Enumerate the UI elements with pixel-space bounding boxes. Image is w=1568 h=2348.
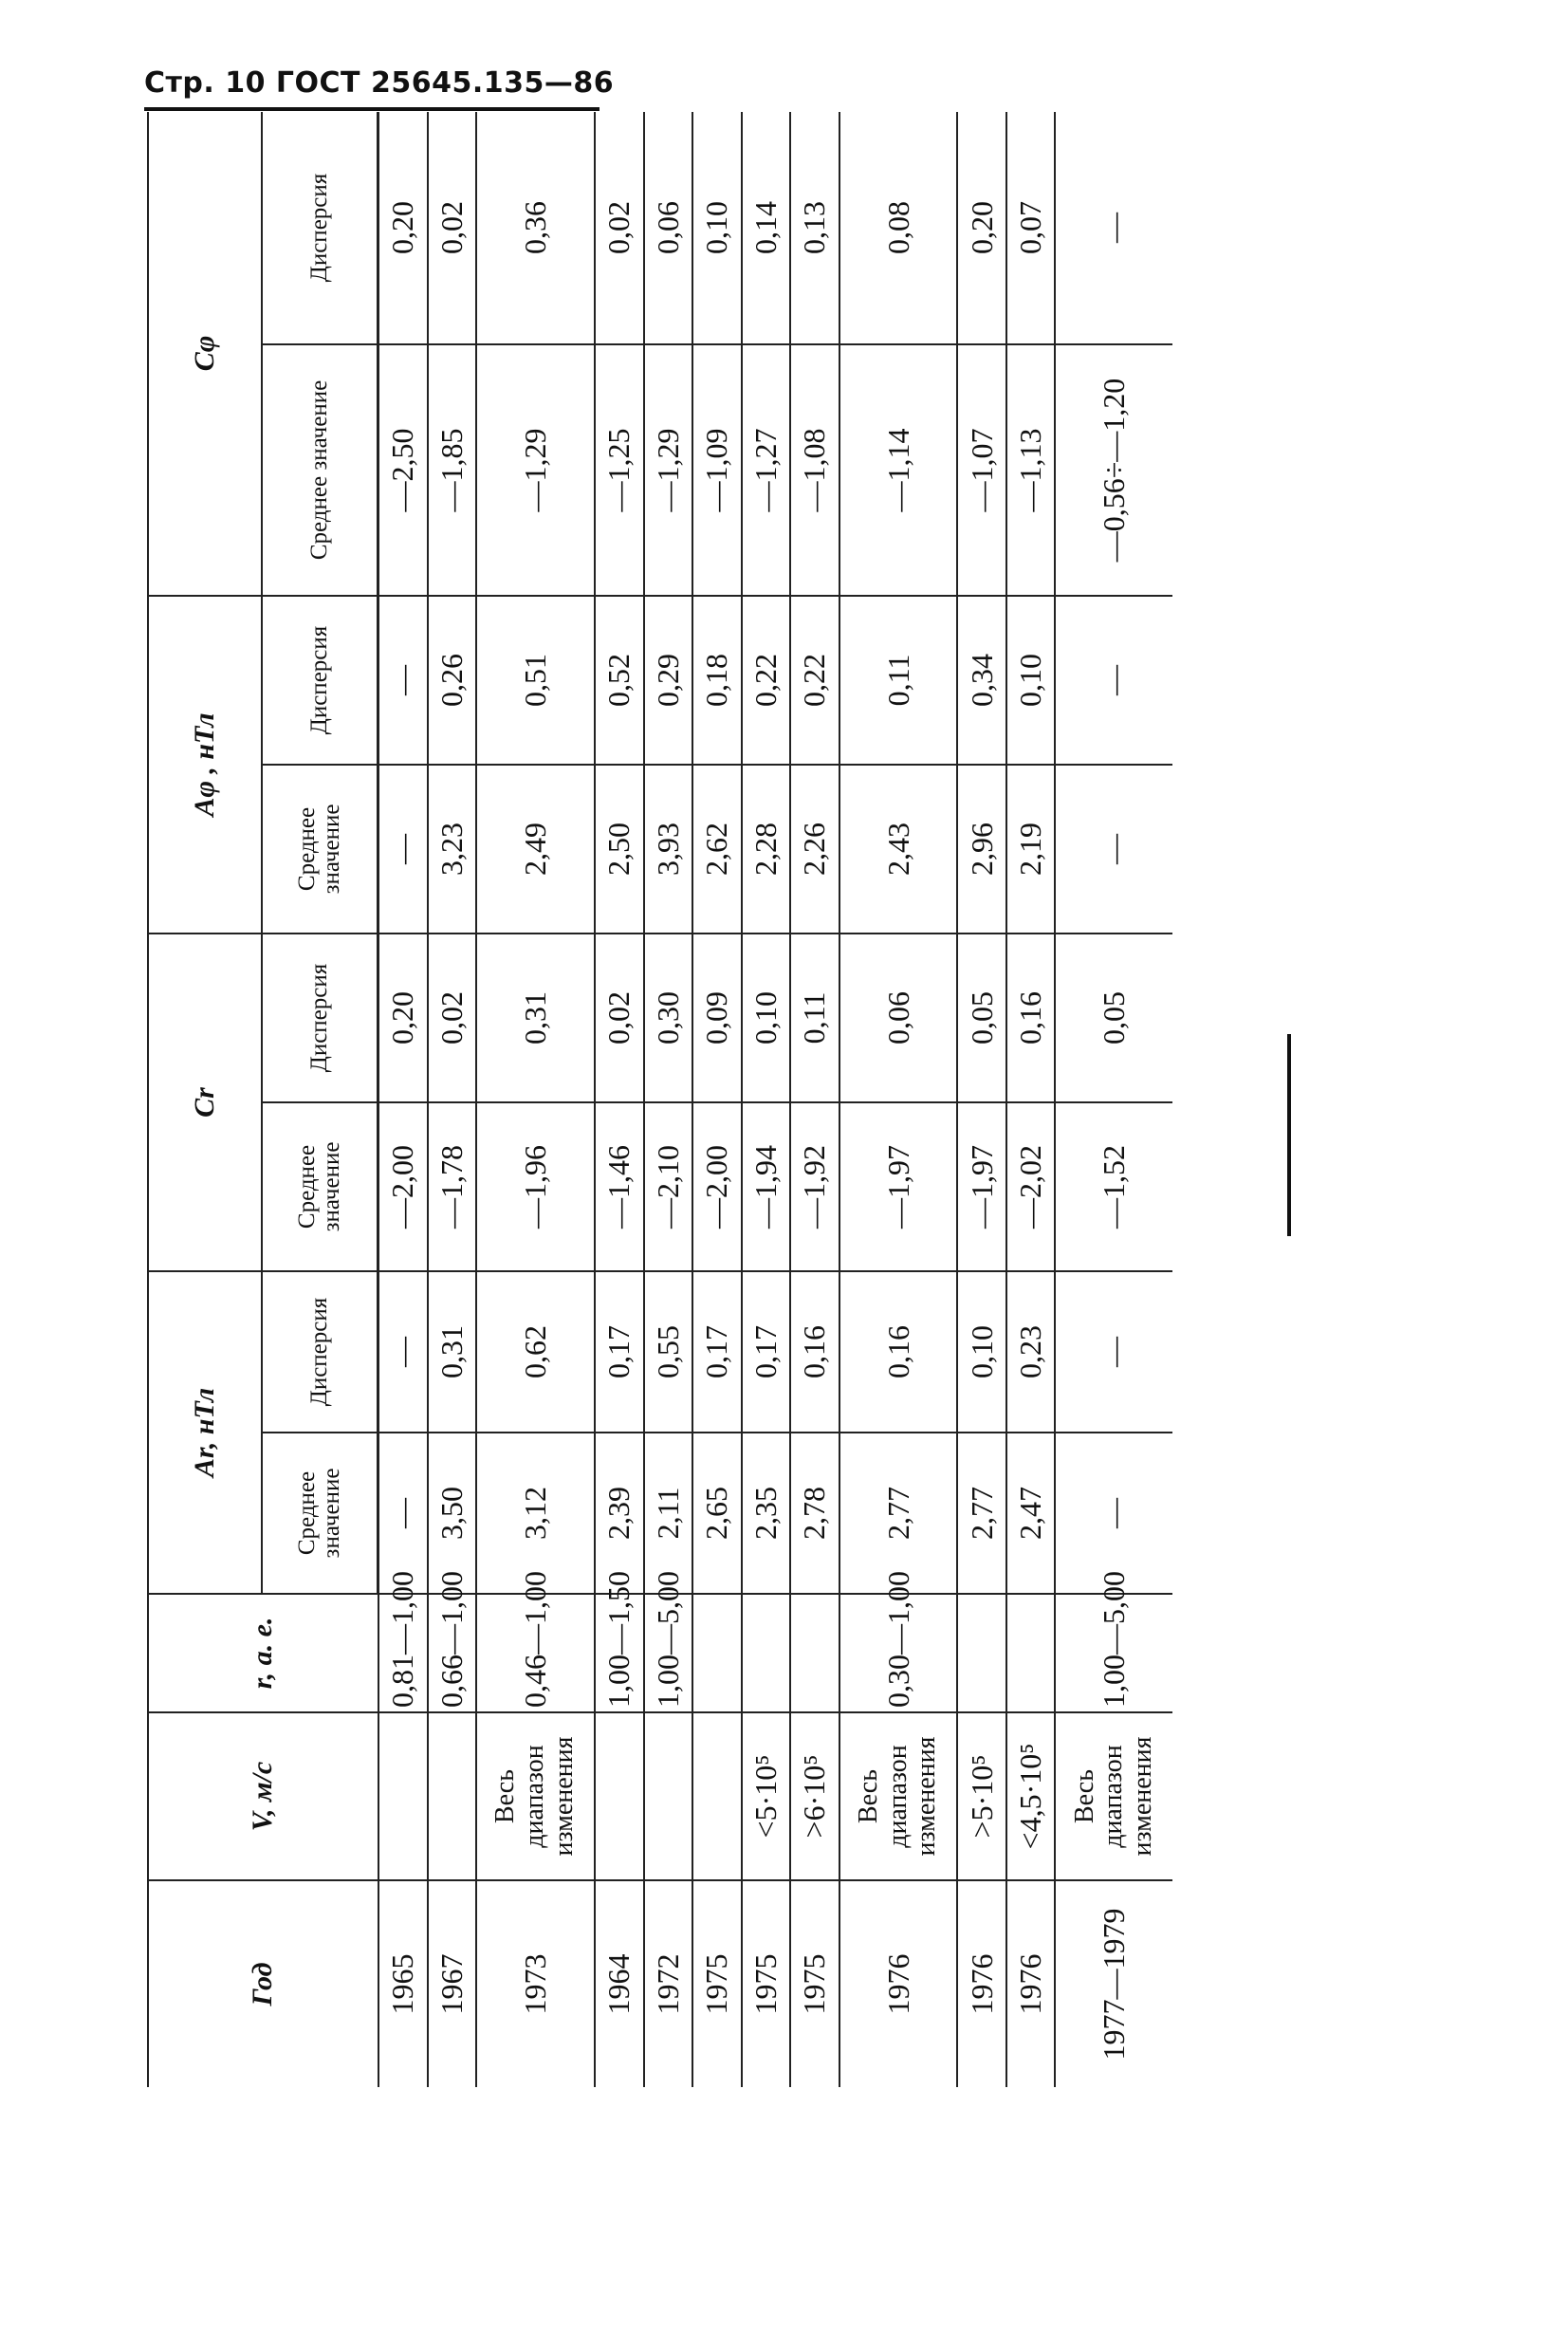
cell-aphi-disp: 0,18 [692, 596, 742, 765]
cell-aphi-mean: 2,43 [839, 765, 958, 934]
cell-cr-mean: —1,46 [595, 1102, 644, 1271]
cell-cr-disp: 0,09 [692, 934, 742, 1102]
cell-cr-disp: 0,16 [1006, 934, 1056, 1102]
header-velocity: V, м/с [148, 1712, 378, 1880]
cell-aphi-disp: 0,52 [595, 596, 644, 765]
table-row [595, 112, 644, 2087]
cell-cphi-mean: —1,25 [595, 344, 644, 596]
cell-r: 1,00—5,00 [644, 1594, 693, 1712]
cell-cphi-mean: —1,29 [476, 344, 595, 596]
cell-r: 0,66—1,00 [428, 1594, 477, 1712]
cell-ar-disp: 0,31 [428, 1271, 477, 1433]
cell-aphi-mean: 2,62 [692, 765, 742, 934]
cell-ar-mean: 2,77 [839, 1433, 958, 1594]
cell-aphi-disp: 0,11 [839, 596, 958, 765]
cell-cr-mean: —2,00 [378, 1102, 428, 1271]
cell-ar-mean: 2,35 [742, 1433, 791, 1594]
cell-aphi-disp: 0,26 [428, 596, 477, 765]
cell-year: 1965 [378, 1880, 428, 2087]
cell-cr-mean: —1,96 [476, 1102, 595, 1271]
cell-ar-disp: 0,10 [957, 1271, 1006, 1433]
cell-aphi-mean: — [378, 765, 428, 934]
cell-ar-disp: 0,17 [692, 1271, 742, 1433]
subheader-aphi-disp: Дисперсия [262, 596, 378, 765]
cell-cr-disp: 0,05 [957, 934, 1006, 1102]
cell-cphi-disp: 0,02 [595, 112, 644, 344]
cell-aphi-mean: 2,49 [476, 765, 595, 934]
cell-aphi-disp: 0,51 [476, 596, 595, 765]
cell-v [692, 1712, 742, 1880]
cell-cphi-disp: 0,14 [742, 112, 791, 344]
header-group-cr: Cr [148, 934, 262, 1271]
cell-ar-mean: 2,78 [790, 1433, 839, 1594]
header-group-cphi: Cφ [148, 112, 262, 596]
cell-cr-disp: 0,06 [839, 934, 958, 1102]
cell-cphi-disp: 0,13 [790, 112, 839, 344]
cell-ar-mean: 2,39 [595, 1433, 644, 1594]
subheader-ar-mean: Среднее значение [262, 1433, 378, 1594]
cell-r [1006, 1594, 1056, 1712]
cell-cphi-mean: —1,27 [742, 344, 791, 596]
cell-year: 1976 [957, 1880, 1006, 2087]
cell-aphi-mean: 3,93 [644, 765, 693, 934]
cell-aphi-mean: 2,26 [790, 765, 839, 934]
table-row [790, 112, 839, 2087]
cell-cr-disp: 0,02 [428, 934, 477, 1102]
cell-ar-disp: 0,62 [476, 1271, 595, 1433]
cell-cr-mean: —1,52 [1055, 1102, 1172, 1271]
cell-year: 1976 [839, 1880, 958, 2087]
cell-v: Весь диапазон изменения [839, 1712, 958, 1880]
cell-cr-mean: —1,92 [790, 1102, 839, 1271]
table-row [476, 112, 595, 2087]
cell-ar-disp: 0,17 [595, 1271, 644, 1433]
cell-ar-disp: 0,16 [839, 1271, 958, 1433]
header-rule [144, 107, 600, 111]
cell-aphi-mean: 2,19 [1006, 765, 1056, 934]
cell-r: 1,00—5,00 [1055, 1594, 1172, 1712]
cell-ar-mean: — [378, 1433, 428, 1594]
cell-cr-disp: 0,20 [378, 934, 428, 1102]
cell-cphi-mean: —1,85 [428, 344, 477, 596]
data-table [147, 112, 1172, 2087]
cell-v: Весь диапазон изменения [1055, 1712, 1172, 1880]
cell-cphi-disp: — [1097, 212, 1132, 243]
cell-v: Весь диапазон изменения [476, 1712, 595, 1880]
cell-v: >6·10⁵ [790, 1712, 839, 1880]
cell-ar-mean: 2,77 [957, 1433, 1006, 1594]
cell-aphi-disp: — [378, 596, 428, 765]
cell-cr-mean: —2,10 [644, 1102, 693, 1271]
cell-aphi-disp: 0,10 [1006, 596, 1056, 765]
cell-ar-disp: 0,55 [644, 1271, 693, 1433]
cell-aphi-disp: 0,22 [790, 596, 839, 765]
cell-v: <5·10⁵ [742, 1712, 791, 1880]
cell-cphi-mean: —1,07 [957, 344, 1006, 596]
table-row [1006, 112, 1056, 2087]
cell-r [790, 1594, 839, 1712]
cell-cr-mean: —2,02 [1006, 1102, 1056, 1271]
cell-ar-disp: 0,23 [1006, 1271, 1056, 1433]
cell-v: >5·10⁵ [957, 1712, 1006, 1880]
cell-ar-disp: 0,16 [790, 1271, 839, 1433]
cell-cr-mean: —1,78 [428, 1102, 477, 1271]
cell-cr-disp: 0,05 [1055, 934, 1172, 1102]
cell-cr-mean: —1,94 [742, 1102, 791, 1271]
cell-v: <4,5·10⁵ [1006, 1712, 1056, 1880]
cell-aphi-mean: 2,96 [957, 765, 1006, 934]
cell-r [957, 1594, 1006, 1712]
cell-cr-disp: 0,30 [644, 934, 693, 1102]
cell-cphi-mean: —1,14 [839, 344, 958, 596]
cell-ar-mean: 2,47 [1006, 1433, 1056, 1594]
cell-year: 1964 [595, 1880, 644, 2087]
table-body [378, 112, 1173, 2087]
table-row [378, 112, 428, 2087]
table-row [742, 112, 791, 2087]
cell-r: 0,81—1,00 [378, 1594, 428, 1712]
table-row [692, 112, 742, 2087]
cell-aphi-mean: 2,50 [595, 765, 644, 934]
rotated-table-wrapper [147, 131, 1172, 2087]
cell-r [742, 1594, 791, 1712]
cell-ar-disp: — [1055, 1271, 1172, 1433]
cell-r: 1,00—1,50 [595, 1594, 644, 1712]
cell-cphi-mean: —1,09 [692, 344, 742, 596]
cell-ar-mean: — [1055, 1433, 1172, 1594]
cell-ar-mean: 2,65 [692, 1433, 742, 1594]
cell-aphi-mean: 3,23 [428, 765, 477, 934]
cell-cr-mean: —2,00 [692, 1102, 742, 1271]
table-row [839, 112, 958, 2087]
cell-cphi-mean: —2,50 [378, 344, 428, 596]
cell-cr-mean: —1,97 [957, 1102, 1006, 1271]
cell-cphi-mean: —1,13 [1006, 344, 1056, 596]
cell-v [644, 1712, 693, 1880]
cell-year: 1975 [790, 1880, 839, 2087]
header-group-ar: Ar, нТл [148, 1271, 262, 1594]
cell-cphi-mean: —0,56÷—1,20 [1055, 344, 1172, 596]
cell-ar-disp: 0,17 [742, 1271, 791, 1433]
cell-aphi-disp: — [1055, 596, 1172, 765]
cell-cphi-disp: 0,02 [428, 112, 477, 344]
cell-ar-disp: — [378, 1271, 428, 1433]
cell-cphi-disp: 0,08 [839, 112, 958, 344]
table-row [644, 112, 693, 2087]
cell-year: 1976 [1006, 1880, 1056, 2087]
cell-cr-disp: 0,10 [742, 934, 791, 1102]
header-year: Год [148, 1880, 378, 2087]
cell-r: 0,46—1,00 [476, 1594, 595, 1712]
subheader-ar-disp: Дисперсия [262, 1271, 378, 1433]
cell-v [595, 1712, 644, 1880]
subheader-cphi-disp: Дисперсия [262, 112, 378, 344]
cell-year: 1975 [692, 1880, 742, 2087]
cell-r: 0,30—1,00 [839, 1594, 958, 1712]
cell-cphi-mean: —1,08 [790, 344, 839, 596]
header-group-aphi: Aφ , нТл [148, 596, 262, 934]
header-distance: r, а. е. [148, 1594, 378, 1712]
cell-v [378, 1712, 428, 1880]
margin-mark [1287, 1034, 1291, 1236]
table-row [1055, 112, 1172, 2087]
cell-cphi-disp: 0,06 [644, 112, 693, 344]
cell-cphi-disp: 0,20 [957, 112, 1006, 344]
subheader-cr-mean: Среднее значение [262, 1102, 378, 1271]
subheader-aphi-mean: Среднее значение [262, 765, 378, 934]
cell-v [428, 1712, 477, 1880]
cell-cr-disp: 0,31 [476, 934, 595, 1102]
cell-cr-mean: —1,97 [839, 1102, 958, 1271]
table-row [428, 112, 477, 2087]
page-header: Стр. 10 ГОСТ 25645.135—86 [144, 66, 615, 100]
cell-aphi-disp: 0,22 [742, 596, 791, 765]
cell-aphi-disp: 0,34 [957, 596, 1006, 765]
cell-aphi-disp: 0,29 [644, 596, 693, 765]
cell-year: 1973 [476, 1880, 595, 2087]
cell-year: 1972 [644, 1880, 693, 2087]
cell-ar-mean: 3,12 [476, 1433, 595, 1594]
cell-cphi-disp: 0,07 [1006, 112, 1056, 344]
cell-ar-mean: 3,50 [428, 1433, 477, 1594]
cell-cphi-mean: —1,29 [644, 344, 693, 596]
cell-cphi-disp: 0,36 [476, 112, 595, 344]
cell-r [692, 1594, 742, 1712]
cell-year: 1967 [428, 1880, 477, 2087]
cell-ar-mean: 2,11 [644, 1433, 693, 1594]
table-row [957, 112, 1006, 2087]
cell-year: 1975 [742, 1880, 791, 2087]
cell-aphi-mean: — [1055, 765, 1172, 934]
subheader-cr-disp: Дисперсия [262, 934, 378, 1102]
cell-cphi-disp: 0,10 [692, 112, 742, 344]
cell-cr-disp: 0,11 [790, 934, 839, 1102]
cell-year: 1977—1979 [1055, 1880, 1172, 2087]
subheader-cphi-mean: Среднее значение [262, 344, 378, 596]
cell-cphi-disp: 0,20 [378, 112, 428, 344]
cell-aphi-mean: 2,28 [742, 765, 791, 934]
cell-cr-disp: 0,02 [595, 934, 644, 1102]
